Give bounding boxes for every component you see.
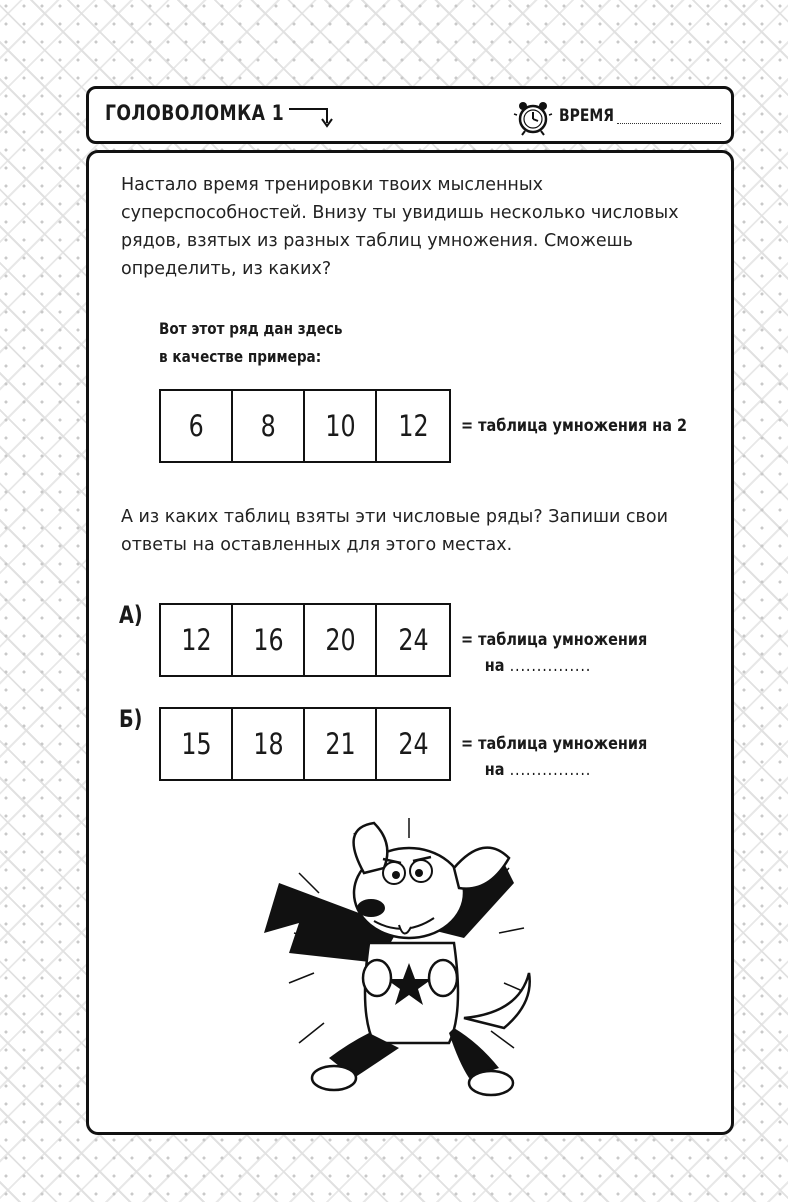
question-text: А из каких таблиц взяты эти числовые ряды? Запиши свои ответы на оставленных для этого местах. (121, 507, 668, 555)
number-cell: 18 (233, 709, 305, 779)
answer-b (461, 731, 647, 783)
puzzle-panel (86, 150, 734, 1135)
time-answer-field[interactable] (617, 123, 721, 124)
answer-a-line2: на ............... (484, 656, 592, 676)
alarm-clock-icon (513, 97, 553, 137)
number-cell: 21 (305, 709, 377, 779)
row-label-a: А) (119, 601, 143, 629)
header-bar (86, 86, 734, 144)
number-cell: 12 (397, 409, 429, 443)
number-cell: 12 (161, 605, 233, 675)
number-cell: 20 (305, 605, 377, 675)
answer-b-line1: = таблица умножения (461, 734, 648, 754)
number-row-a (159, 603, 451, 677)
puzzle-title: ГОЛОВОЛОМКА 1 (105, 101, 285, 125)
number-cell: 8 (233, 391, 305, 461)
answer-b-line2: на ............... (484, 760, 592, 780)
answer-a (461, 627, 647, 679)
number-cell: 15 (161, 709, 233, 779)
answer-b-blank[interactable]: ............... (509, 760, 592, 780)
time-label: ВРЕМЯ (559, 106, 614, 126)
number-row-b (159, 707, 451, 781)
example-note (159, 315, 342, 371)
number-cell: 24 (397, 727, 429, 761)
number-cell: 10 (305, 391, 377, 461)
superhero-dog-illustration (259, 813, 559, 1113)
number-cell: 16 (233, 605, 305, 675)
answer-a-blank[interactable]: ............... (509, 656, 592, 676)
example-note-line2: в качестве примера: (159, 347, 322, 366)
example-note-line1: Вот этот ряд дан здесь (159, 319, 343, 338)
answer-a-line1: = таблица умножения (461, 630, 648, 650)
intro-text: Настало время тренировки твоих мысленных суперспособностей. Внизу ты увидишь несколько числовых рядов, взятых из разных таблиц умножения. Сможешь определить, из каких? (121, 175, 679, 279)
example-number-row (159, 389, 451, 463)
arrow-down-icon (287, 99, 335, 129)
number-cell: 6 (161, 391, 233, 461)
example-answer: = таблица умножения на 2 (461, 416, 688, 436)
number-cell: 24 (397, 623, 429, 657)
row-label-b: Б) (119, 705, 143, 733)
